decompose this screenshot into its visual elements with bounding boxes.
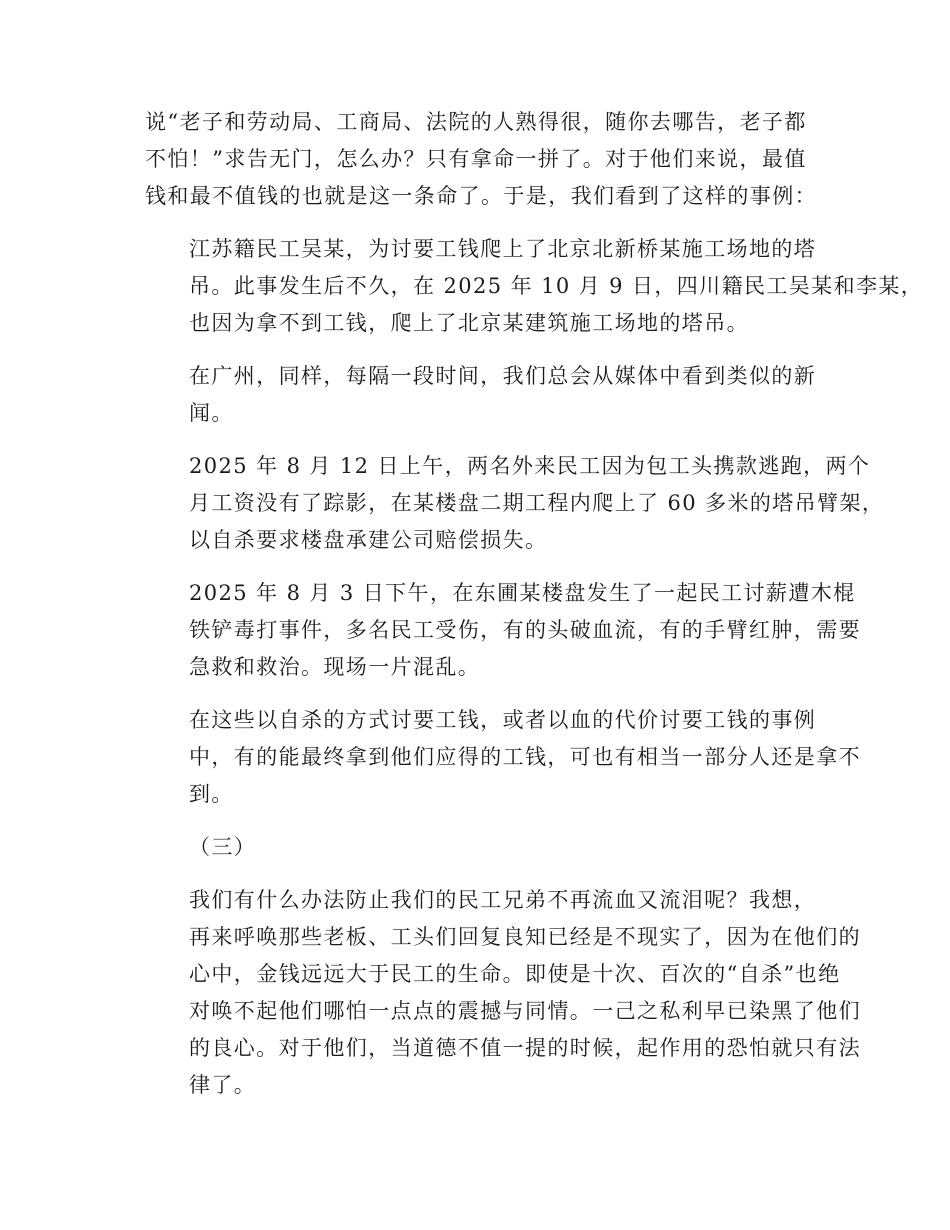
text-line: （三） (189, 835, 257, 859)
text-line: 中，有的能最终拿到他们应得的工钱，可也有相当一部分人还是拿不 (189, 745, 861, 769)
text-line: 吊。此事发生后不久，在 2025 年 10 月 9 日，四川籍民工吴某和李某， (189, 274, 924, 298)
text-line: 心中，金钱远远大于民工的生命。即使是十次、百次的“自杀”也绝 (189, 962, 841, 986)
paragraph (145, 104, 817, 215)
text-line: 的良心。对于他们，当道德不值一提的时候，起作用的恐怕就只有法 (189, 1036, 861, 1060)
text-line: 钱和最不值钱的也就是这一条命了。于是，我们看到了这样的事例： (145, 184, 817, 208)
paragraph (145, 575, 861, 686)
text-line: 在这些以自杀的方式讨要工钱，或者以血的代价讨要工钱的事例 (189, 708, 817, 732)
text-line: 在广州，同样，每隔一段时间，我们总会从媒体中看到类似的新 (189, 364, 817, 388)
text-line: 对唤不起他们哪怕一点点的震撼与同情。一己之私利早已染黑了他们 (189, 999, 861, 1023)
paragraph (145, 882, 861, 1104)
text-line: 闻。 (189, 401, 234, 425)
text-line: 也因为拿不到工钱，爬上了北京某建筑施工场地的塔吊。 (189, 311, 749, 335)
text-line: 再来呼唤那些老板、工头们回复良知已经是不现实了，因为在他们的 (189, 925, 861, 949)
text-line: 说“老子和劳动局、工商局、法院的人熟得很，随你去哪告，老子都 (145, 110, 807, 134)
text-line: 以自杀要求楼盘承建公司赔偿损失。 (189, 528, 548, 552)
text-line: 不怕！”求告无门，怎么办？只有拿命一拼了。对于他们来说，最值 (145, 147, 807, 171)
text-line: 2025 年 8 月 12 日上午，两名外来民工因为包工头携款逃跑，两个 (189, 454, 871, 478)
section-heading (145, 829, 805, 866)
text-line: 月工资没有了踪影，在某楼盘二期工程内爬上了 60 多米的塔吊臂架， (189, 491, 885, 515)
text-line: 到。 (189, 782, 234, 806)
paragraph (145, 702, 861, 813)
text-line: 江苏籍民工吴某，为讨要工钱爬上了北京北新桥某施工场地的塔 (189, 237, 817, 261)
paragraph (145, 231, 924, 342)
paragraph (145, 358, 817, 432)
text-line: 我们有什么办法防止我们的民工兄弟不再流血又流泪呢？我想， (189, 888, 817, 912)
text-line: 铁铲毒打事件，多名民工受伤，有的头破血流，有的手臂红肿，需要 (189, 618, 861, 642)
document-body (145, 104, 924, 1120)
text-line: 律了。 (189, 1073, 257, 1097)
text-line: 2025 年 8 月 3 日下午，在东圃某楼盘发生了一起民工讨薪遭木棍 (189, 581, 856, 605)
text-line: 急救和救治。现场一片混乱。 (189, 655, 481, 679)
paragraph (145, 448, 885, 559)
